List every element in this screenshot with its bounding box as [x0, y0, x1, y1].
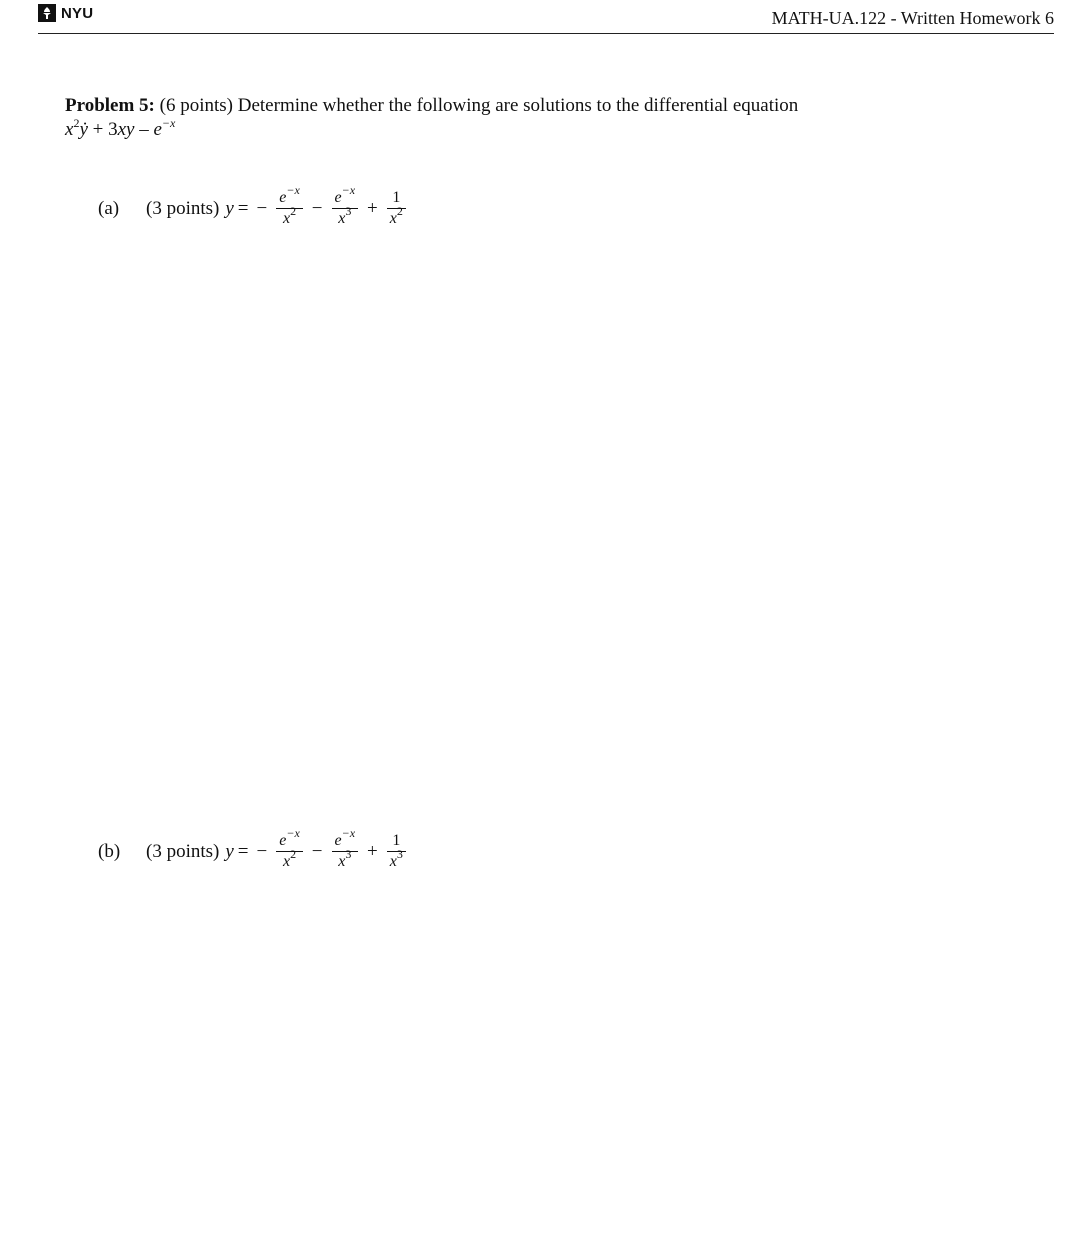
part-a-label: (a)	[98, 197, 120, 219]
fraction: $\frac{1}{x^3}$	[387, 831, 406, 872]
fraction: $\frac{e^{-x}}{x^3}$	[332, 188, 359, 229]
part-b-equation: y = − $\frac{e^{-x}}{x^2}$ − $\frac{e^{-x}}{x^3}$ + $\frac{1}{x^3}$	[225, 831, 411, 872]
problem-points: (6 points)	[159, 95, 233, 116]
course-title: MATH-UA.122 - Written Homework 6	[771, 8, 1054, 28]
problem-text: Determine whether the following are solutions to the differential equation	[237, 95, 799, 116]
part-b-label: (b)	[98, 840, 121, 862]
fraction: $\frac{e^{-x}}{x^2}$	[276, 188, 303, 229]
problem-statement	[65, 94, 985, 142]
differential-equation: $x^2ẏ + 3xy - e^{-x}$	[65, 116, 176, 140]
part-b	[98, 826, 411, 872]
logo-text: NYU	[61, 4, 94, 22]
torch-icon	[38, 4, 56, 22]
page-header	[38, 0, 1054, 34]
fraction: $\frac{e^{-x}}{x^2}$	[276, 831, 303, 872]
part-b-points: (3 points)	[146, 840, 220, 862]
nyu-logo	[38, 4, 93, 22]
part-a-equation: y = − $\frac{e^{-x}}{x^2}$ − $\frac{e^{-x}}{x^3}$ + $\frac{1}{x^2}$	[225, 188, 411, 229]
part-a-points: (3 points)	[146, 197, 220, 219]
fraction: $\frac{1}{x^2}$	[387, 188, 406, 229]
problem-label: Problem 5:	[65, 95, 155, 116]
fraction: $\frac{e^{-x}}{x^3}$	[332, 831, 359, 872]
part-a	[98, 183, 411, 229]
